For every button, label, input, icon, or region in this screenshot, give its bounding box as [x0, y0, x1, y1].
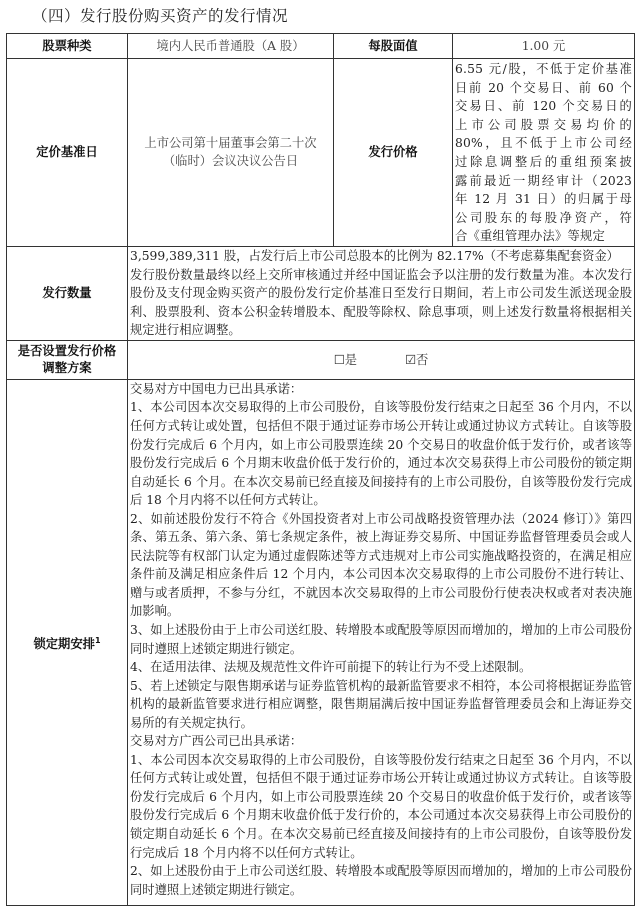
pricing-base-date-line-2: （临时）会议决议公告日	[162, 154, 299, 169]
issue-price-line: 露前最近一期经审计（2023	[455, 173, 632, 188]
issue-quantity-line-1: 3,599,389,311 股，占发行后上市公司总股本的比例为 82.17%（不考虑募集配套资金）	[130, 248, 619, 263]
label-pricing-base-date: 定价基准日	[7, 59, 128, 247]
table-row-stock-type	[7, 34, 635, 59]
issue-price-line: 交易日、前 120 个交易日的	[455, 99, 632, 114]
label-issue-price: 发行价格	[334, 59, 453, 247]
lockup-paragraph: 交易对方广西公司已出具承诺：	[130, 734, 303, 749]
lockup-paragraph: 2、如前述股份发行不符合《外国投资者对上市公司战略投资管理办法（2024 修订）》第四条、第五条、第六条、第七条规定条件，被上海证券交易所、中国证券监督管理委员会或人民法院等有权部门认定为通过虚假陈述等方式违规对上市公司实施战略投资的，在满足相应条件前及满足相应条件后 12 个月内，本公司因本次交易取得的上市公司股份不进行转让、赠与或者质押，不参与分红，不就因本次交易取得的上市公司股份行使表决权或者对表决施加影响。	[130, 511, 632, 619]
lockup-paragraph: 2、如上述股份由于上市公司送红股、转增股本或配股等原因而增加的，增加的上市公司股份同时遵照上述锁定期进行锁定。	[130, 864, 632, 897]
lockup-paragraph: 5、若上述锁定与限售期承诺与证券监管机构的最新监管要求不相符，本公司将根据证券监管机构的最新监管要求进行相应调整，限售期届满后按中国证券监督管理委员会和上海证券交易所的有关规定执行。	[130, 678, 632, 730]
issue-price-line: 公司股东的每股净资产，符	[455, 210, 632, 225]
value-stock-type: 境内人民币普通股（A 股）	[128, 34, 334, 59]
table-row-pricing	[7, 59, 635, 247]
option-yes[interactable]	[334, 351, 357, 370]
issuance-details-table	[6, 33, 635, 906]
value-issue-quantity	[128, 246, 635, 340]
option-no[interactable]	[405, 351, 428, 370]
label-lockup	[7, 379, 128, 905]
value-par-value: 1.00 元	[453, 34, 635, 59]
price-adjustment-options	[128, 340, 635, 379]
issue-price-line: 合《重组管理办法》等规定	[455, 229, 605, 244]
table-row-lockup	[7, 379, 635, 905]
section-title: （四）发行股份购买资产的发行情况	[32, 7, 289, 25]
lockup-paragraph: 交易对方中国电力已出具承诺：	[130, 381, 303, 396]
footnote-marker[interactable]: 1	[94, 635, 101, 645]
issue-quantity-line-2: 发行股份数量最终以经上交所审核通过并经中国证监会予以注册的发行数量为准。本次发行股份及支付现金购买资产的股份发行定价基准日至发行日期间，若上市公司发生派送现金股利、股票股利、资本公积金转增股本、配股等除权、除息事项，则上述发行数量将根据相关规定进行相应调整。	[130, 267, 632, 338]
option-yes-label: 是	[344, 352, 358, 367]
table-row-issue-quantity	[7, 246, 635, 340]
checked-box-icon[interactable]: ☑	[404, 352, 416, 367]
lockup-paragraph: 3、如上述股份由于上市公司送红股、转增股本或配股等原因而增加的，增加的上市公司股份同时遵照上述锁定期进行锁定。	[130, 623, 632, 656]
issue-price-line: 上市公司股票交易均价的	[455, 117, 632, 132]
lockup-paragraph: 4、在适用法律、法规及规范性文件许可前提下的转让行为不受上述限制。	[130, 660, 532, 675]
lockup-label-text: 锁定期安排	[33, 636, 95, 651]
issue-price-line: 6.55 元/股，不低于定价基准	[455, 62, 632, 76]
table-row-price-adjustment	[7, 340, 635, 379]
unchecked-box-icon[interactable]: ☐	[333, 352, 345, 367]
issue-price-line: 年 12 月 31 日）的归属于母	[455, 192, 632, 207]
issue-price-line: 日前 20 个交易日、前 60 个	[455, 80, 632, 95]
lockup-paragraph: 1、本公司因本次交易取得的上市公司股份，自该等股份发行结束之日起至 36 个月内，不以任何方式转让或处置，包括但不限于通过证券市场公开转让或通过协议方式转让。自该等股份发行完成后 6 个月内，如上市公司股票连续 20 个交易日的收盘价低于发行价，或者该等股份发行完成后 6 个月期末收盘价低于发行价的，通过本次交易获得上市公司股份的锁定期自动延长 6 个月。在本次交易前已经直接及间接持有的上市公司股份，自该等股份发行完成后 18 个月内将不以任何方式转让。	[130, 400, 632, 508]
label-stock-type: 股票种类	[7, 34, 128, 59]
label-par-value: 每股面值	[334, 34, 453, 59]
option-no-label: 否	[415, 352, 429, 367]
label-price-adjustment	[7, 340, 128, 379]
value-issue-price	[453, 59, 635, 247]
price-adjustment-label-line-1: 是否设置发行价格	[17, 343, 117, 358]
price-adjustment-label-line-2: 调整方案	[42, 360, 92, 375]
issue-price-line: 80%，且不低于上市公司经	[455, 136, 632, 151]
issue-price-line: 过除息调整后的重组预案披	[455, 154, 632, 169]
lockup-paragraph: 1、本公司因本次交易取得的上市公司股份，自该等股份发行结束之日起至 36 个月内，不以任何方式转让或处置，包括但不限于通过证券市场公开转让或通过协议方式转让。自该等股份发行完成后 6 个月内，如上市公司股票连续 20 个交易日的收盘价低于发行价，或者该等股份发行完成后 6 个月期末收盘价低于发行价的，本公司通过本次交易获得上市公司股份的锁定期自动延长 6 个月。在本次交易前已经直接及间接持有的上市公司股份，自该等股份发行完成后 18 个月内将不以任何方式转让。	[130, 752, 632, 860]
pricing-base-date-line-1: 上市公司第十届董事会第二十次	[144, 135, 317, 150]
value-pricing-base-date	[128, 59, 334, 247]
label-issue-quantity: 发行数量	[7, 246, 128, 340]
value-lockup	[128, 379, 635, 905]
